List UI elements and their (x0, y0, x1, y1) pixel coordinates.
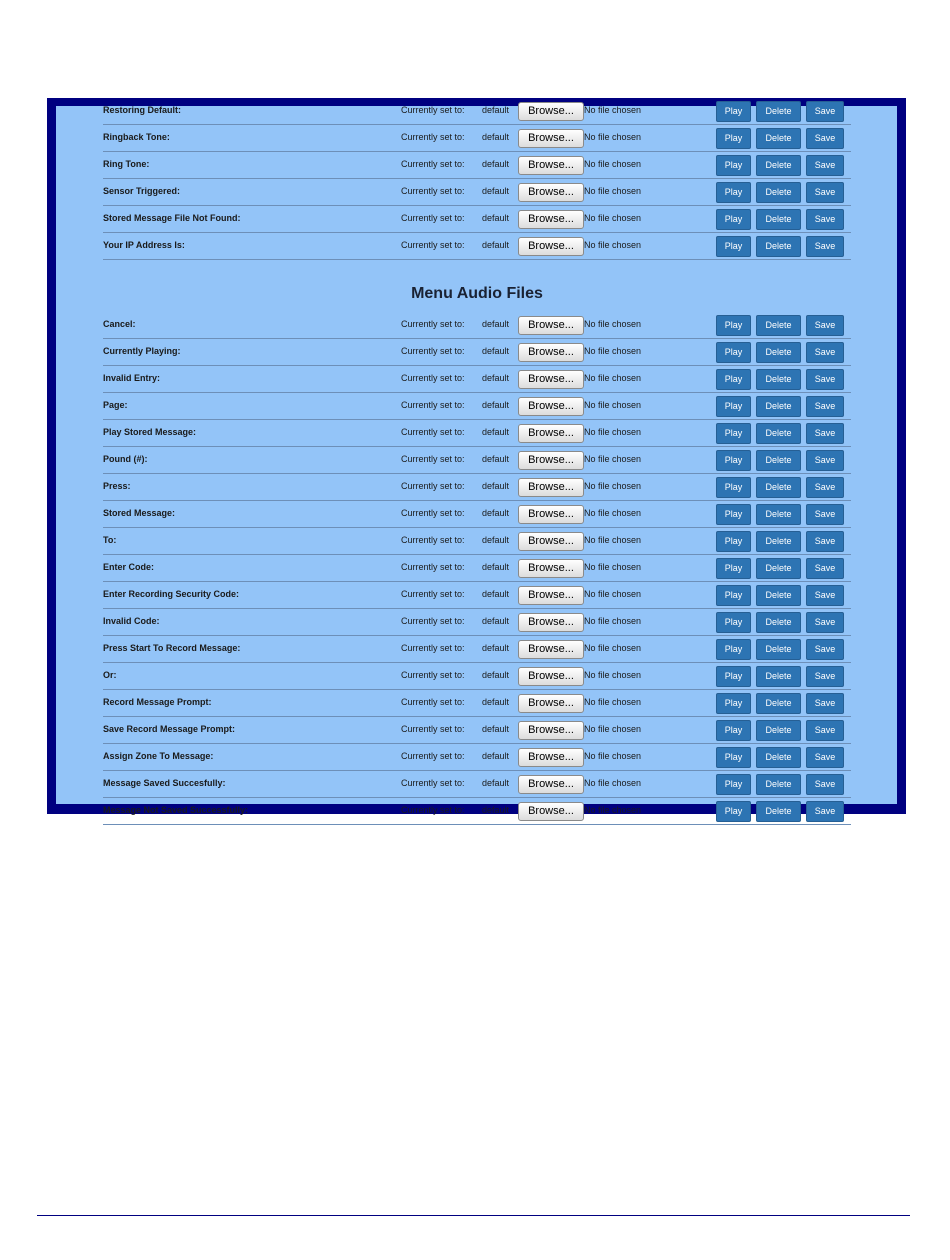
current-value: default (482, 670, 510, 680)
save-button[interactable]: Save (806, 612, 844, 633)
browse-button[interactable]: Browse... (518, 802, 584, 821)
audio-row-label: Your IP Address Is: (103, 240, 185, 250)
save-button[interactable]: Save (806, 774, 844, 795)
browse-button[interactable]: Browse... (518, 370, 584, 389)
save-button[interactable]: Save (806, 155, 844, 176)
file-status: No file chosen (584, 562, 642, 572)
play-button[interactable]: Play (716, 209, 751, 230)
file-status: No file chosen (584, 724, 642, 734)
save-button[interactable]: Save (806, 369, 844, 390)
audio-row-label: Record Message Prompt: (103, 697, 212, 707)
file-status: No file chosen (584, 213, 642, 223)
file-status: No file chosen (584, 508, 642, 518)
audio-row (103, 206, 851, 233)
current-value: default (482, 319, 510, 329)
delete-button[interactable]: Delete (756, 315, 801, 336)
current-value: default (482, 186, 510, 196)
browse-button[interactable]: Browse... (518, 237, 584, 256)
currently-set-label: Currently set to: (401, 562, 465, 572)
delete-button[interactable]: Delete (756, 477, 801, 498)
play-button[interactable]: Play (716, 182, 751, 203)
audio-files-content (103, 98, 851, 825)
audio-row (103, 474, 851, 501)
play-button[interactable]: Play (716, 747, 751, 768)
audio-row (103, 447, 851, 474)
browse-button[interactable]: Browse... (518, 397, 584, 416)
audio-row (103, 663, 851, 690)
save-button[interactable]: Save (806, 315, 844, 336)
browse-button[interactable]: Browse... (518, 183, 584, 202)
audio-row (103, 690, 851, 717)
audio-row-label: Save Record Message Prompt: (103, 724, 236, 734)
currently-set-label: Currently set to: (401, 132, 465, 142)
audio-row-label: Restoring Default: (103, 105, 182, 115)
file-status: No file chosen (584, 427, 642, 437)
current-value: default (482, 562, 510, 572)
browse-button[interactable]: Browse... (518, 775, 584, 794)
save-button[interactable]: Save (806, 585, 844, 606)
delete-button[interactable]: Delete (756, 396, 801, 417)
delete-button[interactable]: Delete (756, 369, 801, 390)
currently-set-label: Currently set to: (401, 535, 465, 545)
audio-row-label: Press Start To Record Message: (103, 643, 241, 653)
currently-set-label: Currently set to: (401, 481, 465, 491)
browse-button[interactable]: Browse... (518, 343, 584, 362)
browse-button[interactable]: Browse... (518, 694, 584, 713)
current-value: default (482, 751, 510, 761)
save-button[interactable]: Save (806, 639, 844, 660)
file-status: No file chosen (584, 697, 642, 707)
save-button[interactable]: Save (806, 720, 844, 741)
delete-button[interactable]: Delete (756, 774, 801, 795)
play-button[interactable]: Play (716, 477, 751, 498)
audio-row-label: Invalid Entry: (103, 373, 161, 383)
current-value: default (482, 346, 510, 356)
file-status: No file chosen (584, 400, 642, 410)
currently-set-label: Currently set to: (401, 616, 465, 626)
browse-button[interactable]: Browse... (518, 748, 584, 767)
browse-button[interactable]: Browse... (518, 532, 584, 551)
delete-button[interactable]: Delete (756, 236, 801, 257)
audio-row-label: Page: (103, 400, 128, 410)
save-button[interactable]: Save (806, 101, 844, 122)
browse-button[interactable]: Browse... (518, 613, 584, 632)
file-status: No file chosen (584, 481, 642, 491)
file-status: No file chosen (584, 454, 642, 464)
audio-row (103, 125, 851, 152)
file-status: No file chosen (584, 643, 642, 653)
play-button[interactable]: Play (716, 369, 751, 390)
play-button[interactable]: Play (716, 128, 751, 149)
section-title: Menu Audio Files (411, 285, 543, 302)
audio-row (103, 420, 851, 447)
save-button[interactable]: Save (806, 477, 844, 498)
audio-row-label: Press: (103, 481, 131, 491)
file-status: No file chosen (584, 805, 642, 815)
play-button[interactable]: Play (716, 639, 751, 660)
currently-set-label: Currently set to: (401, 213, 465, 223)
audio-row-label: Message Not Saved Successfully: (103, 805, 249, 815)
current-value: default (482, 400, 510, 410)
audio-row (103, 717, 851, 744)
audio-row-label: To: (103, 535, 117, 545)
audio-row-label: Assign Zone To Message: (103, 751, 214, 761)
browse-button[interactable]: Browse... (518, 156, 584, 175)
currently-set-label: Currently set to: (401, 643, 465, 653)
currently-set-label: Currently set to: (401, 373, 465, 383)
audio-row (103, 636, 851, 663)
save-button[interactable]: Save (806, 504, 844, 525)
save-button[interactable]: Save (806, 209, 844, 230)
browse-button[interactable]: Browse... (518, 640, 584, 659)
audio-row (103, 339, 851, 366)
screenshot-frame (47, 98, 906, 817)
play-button[interactable]: Play (716, 396, 751, 417)
menu-audio-heading (103, 260, 851, 312)
current-value: default (482, 105, 510, 115)
top-audio-list (103, 98, 851, 260)
browse-button[interactable]: Browse... (518, 505, 584, 524)
save-button[interactable]: Save (806, 423, 844, 444)
browse-button[interactable]: Browse... (518, 210, 584, 229)
file-status: No file chosen (584, 319, 642, 329)
current-value: default (482, 373, 510, 383)
current-value: default (482, 427, 510, 437)
browse-button[interactable]: Browse... (518, 478, 584, 497)
browse-button[interactable]: Browse... (518, 424, 584, 443)
delete-button[interactable]: Delete (756, 128, 801, 149)
current-value: default (482, 213, 510, 223)
current-value: default (482, 132, 510, 142)
current-value: default (482, 589, 510, 599)
audio-row (103, 771, 851, 798)
file-status: No file chosen (584, 778, 642, 788)
current-value: default (482, 697, 510, 707)
play-button[interactable]: Play (716, 720, 751, 741)
currently-set-label: Currently set to: (401, 778, 465, 788)
delete-button[interactable]: Delete (756, 504, 801, 525)
play-button[interactable]: Play (716, 531, 751, 552)
delete-button[interactable]: Delete (756, 666, 801, 687)
browse-button[interactable]: Browse... (518, 316, 584, 335)
currently-set-label: Currently set to: (401, 697, 465, 707)
file-status: No file chosen (584, 132, 642, 142)
delete-button[interactable]: Delete (756, 209, 801, 230)
file-status: No file chosen (584, 616, 642, 626)
audio-row-label: Currently Playing: (103, 346, 181, 356)
file-status: No file chosen (584, 373, 642, 383)
audio-row (103, 528, 851, 555)
browse-button[interactable]: Browse... (518, 102, 584, 121)
current-value: default (482, 535, 510, 545)
currently-set-label: Currently set to: (401, 159, 465, 169)
current-value: default (482, 240, 510, 250)
delete-button[interactable]: Delete (756, 720, 801, 741)
currently-set-label: Currently set to: (401, 400, 465, 410)
play-button[interactable]: Play (716, 774, 751, 795)
currently-set-label: Currently set to: (401, 240, 465, 250)
browse-button[interactable]: Browse... (518, 129, 584, 148)
delete-button[interactable]: Delete (756, 801, 801, 822)
current-value: default (482, 643, 510, 653)
file-status: No file chosen (584, 159, 642, 169)
current-value: default (482, 481, 510, 491)
audio-row (103, 582, 851, 609)
file-status: No file chosen (584, 670, 642, 680)
file-status: No file chosen (584, 751, 642, 761)
audio-row (103, 744, 851, 771)
audio-row (103, 312, 851, 339)
audio-row (103, 393, 851, 420)
audio-row-label: Pound (#): (103, 454, 148, 464)
save-button[interactable]: Save (806, 531, 844, 552)
audio-row-label: Stored Message File Not Found: (103, 213, 241, 223)
audio-row (103, 179, 851, 206)
current-value: default (482, 778, 510, 788)
currently-set-label: Currently set to: (401, 751, 465, 761)
browse-button[interactable]: Browse... (518, 559, 584, 578)
save-button[interactable]: Save (806, 396, 844, 417)
audio-row-label: Play Stored Message: (103, 427, 197, 437)
delete-button[interactable]: Delete (756, 639, 801, 660)
play-button[interactable]: Play (716, 315, 751, 336)
audio-row (103, 366, 851, 393)
currently-set-label: Currently set to: (401, 427, 465, 437)
current-value: default (482, 616, 510, 626)
audio-row (103, 798, 851, 825)
play-button[interactable]: Play (716, 450, 751, 471)
play-button[interactable]: Play (716, 693, 751, 714)
audio-files-panel (56, 105, 897, 817)
delete-button[interactable]: Delete (756, 182, 801, 203)
save-button[interactable]: Save (806, 182, 844, 203)
audio-row-label: Invalid Code: (103, 616, 160, 626)
delete-button[interactable]: Delete (756, 155, 801, 176)
delete-button[interactable]: Delete (756, 612, 801, 633)
play-button[interactable]: Play (716, 801, 751, 822)
play-button[interactable]: Play (716, 155, 751, 176)
delete-button[interactable]: Delete (756, 558, 801, 579)
file-status: No file chosen (584, 589, 642, 599)
audio-row-label: Enter Code: (103, 562, 155, 572)
file-status: No file chosen (584, 186, 642, 196)
file-status: No file chosen (584, 240, 642, 250)
currently-set-label: Currently set to: (401, 346, 465, 356)
save-button[interactable]: Save (806, 693, 844, 714)
play-button[interactable]: Play (716, 342, 751, 363)
save-button[interactable]: Save (806, 747, 844, 768)
play-button[interactable]: Play (716, 504, 751, 525)
play-button[interactable]: Play (716, 101, 751, 122)
audio-row-label: Enter Recording Security Code: (103, 589, 240, 599)
menu-audio-list (103, 312, 851, 825)
save-button[interactable]: Save (806, 128, 844, 149)
delete-button[interactable]: Delete (756, 531, 801, 552)
save-button[interactable]: Save (806, 801, 844, 822)
browse-button[interactable]: Browse... (518, 586, 584, 605)
browse-button[interactable]: Browse... (518, 667, 584, 686)
delete-button[interactable]: Delete (756, 101, 801, 122)
play-button[interactable]: Play (716, 666, 751, 687)
play-button[interactable]: Play (716, 236, 751, 257)
currently-set-label: Currently set to: (401, 670, 465, 680)
play-button[interactable]: Play (716, 423, 751, 444)
delete-button[interactable]: Delete (756, 450, 801, 471)
current-value: default (482, 724, 510, 734)
audio-row (103, 555, 851, 582)
audio-row-label: Ringback Tone: (103, 132, 170, 142)
current-value: default (482, 508, 510, 518)
save-button[interactable]: Save (806, 450, 844, 471)
browse-button[interactable]: Browse... (518, 721, 584, 740)
save-button[interactable]: Save (806, 666, 844, 687)
footer-divider (37, 1215, 910, 1216)
file-status: No file chosen (584, 105, 642, 115)
currently-set-label: Currently set to: (401, 105, 465, 115)
audio-row (103, 233, 851, 260)
save-button[interactable]: Save (806, 236, 844, 257)
currently-set-label: Currently set to: (401, 508, 465, 518)
play-button[interactable]: Play (716, 558, 751, 579)
delete-button[interactable]: Delete (756, 747, 801, 768)
audio-row (103, 609, 851, 636)
file-status: No file chosen (584, 346, 642, 356)
current-value: default (482, 805, 510, 815)
save-button[interactable]: Save (806, 342, 844, 363)
audio-row-label: Sensor Triggered: (103, 186, 181, 196)
delete-button[interactable]: Delete (756, 693, 801, 714)
delete-button[interactable]: Delete (756, 585, 801, 606)
browse-button[interactable]: Browse... (518, 451, 584, 470)
currently-set-label: Currently set to: (401, 186, 465, 196)
currently-set-label: Currently set to: (401, 589, 465, 599)
delete-button[interactable]: Delete (756, 423, 801, 444)
file-status: No file chosen (584, 535, 642, 545)
audio-row-label: Cancel: (103, 319, 136, 329)
audio-row-label: Stored Message: (103, 508, 176, 518)
delete-button[interactable]: Delete (756, 342, 801, 363)
audio-row (103, 501, 851, 528)
audio-row (103, 98, 851, 125)
current-value: default (482, 159, 510, 169)
currently-set-label: Currently set to: (401, 454, 465, 464)
play-button[interactable]: Play (716, 612, 751, 633)
audio-row-label: Or: (103, 670, 117, 680)
audio-row-label: Ring Tone: (103, 159, 150, 169)
currently-set-label: Currently set to: (401, 805, 465, 815)
play-button[interactable]: Play (716, 585, 751, 606)
audio-row (103, 152, 851, 179)
currently-set-label: Currently set to: (401, 319, 465, 329)
currently-set-label: Currently set to: (401, 724, 465, 734)
audio-row-label: Message Saved Succesfully: (103, 778, 226, 788)
current-value: default (482, 454, 510, 464)
save-button[interactable]: Save (806, 558, 844, 579)
